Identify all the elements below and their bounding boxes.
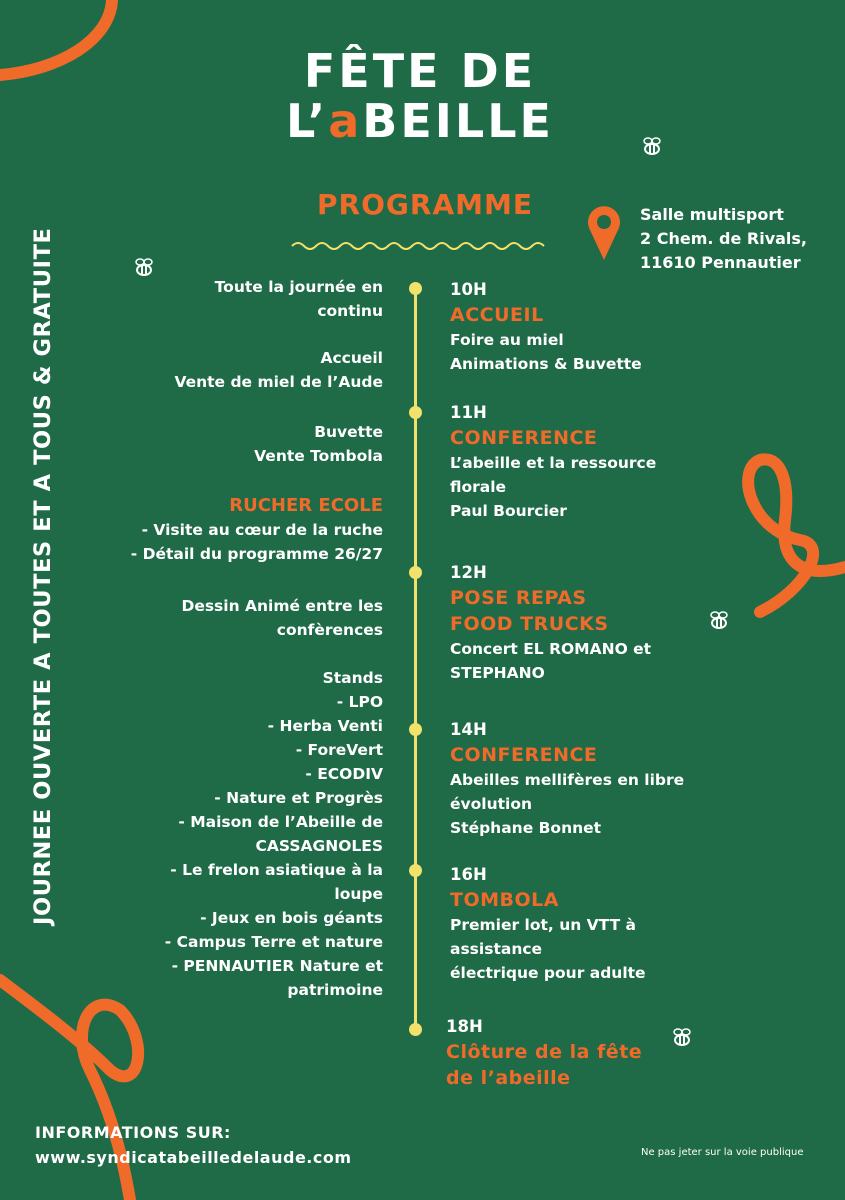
title-line-2 <box>230 96 610 146</box>
stand-item: - Herba Venti <box>267 717 383 735</box>
timeline-dot <box>409 864 422 877</box>
schedule-time: 14H <box>450 720 487 739</box>
left-text: Toute la journée en <box>214 278 383 296</box>
timeline-line <box>414 288 417 1031</box>
left-text: Buvette <box>314 423 383 441</box>
timeline-dot <box>409 282 422 295</box>
schedule-event: Clôture de la fête <box>446 1041 643 1063</box>
left-text: - Visite au cœur de la ruche <box>141 521 383 539</box>
left-text: Vente de miel de l’Aude <box>174 373 383 391</box>
schedule-item <box>450 718 684 840</box>
left-rucher <box>131 494 383 566</box>
stand-item: - Nature et Progrès <box>214 789 383 807</box>
title-accent-letter: a <box>328 94 363 148</box>
schedule-event: CONFERENCE <box>450 427 598 449</box>
schedule-event: TOMBOLA <box>450 889 559 911</box>
schedule-item <box>450 278 642 376</box>
schedule-detail: Paul Bourcier <box>450 502 567 520</box>
schedule-event: ACCUEIL <box>450 304 544 326</box>
left-welcome <box>174 346 383 394</box>
vertical-banner: JOURNEE OUVERTE A TOUTES ET A TOUS & GRATUITE <box>30 227 56 925</box>
address-line: 2 Chem. de Rivals, <box>640 229 807 248</box>
stand-item: - PENNAUTIER Nature et <box>171 957 383 975</box>
bee-icon <box>707 609 731 635</box>
rucher-heading: RUCHER ECOLE <box>229 495 383 516</box>
stand-item: loupe <box>334 885 383 903</box>
timeline-dot <box>409 723 422 736</box>
bee-icon <box>132 256 156 282</box>
stand-item: patrimoine <box>287 981 383 999</box>
left-buvette <box>254 420 383 468</box>
schedule-detail: assistance <box>450 940 543 958</box>
stand-item: - ForeVert <box>295 741 383 759</box>
bee-icon <box>640 135 664 161</box>
stand-item: - Jeux en bois géants <box>200 909 383 927</box>
address-line: Salle multisport <box>640 205 784 224</box>
map-pin-icon <box>586 203 622 265</box>
left-text: Vente Tombola <box>254 447 383 465</box>
schedule-time: 16H <box>450 865 487 884</box>
address-line: 11610 Pennautier <box>640 253 801 272</box>
timeline-dot <box>409 1023 422 1036</box>
left-text: continu <box>317 302 383 320</box>
programme-heading: PROGRAMME <box>317 188 533 221</box>
title-line-1: FÊTE DE <box>303 44 537 98</box>
schedule-event: POSE REPAS <box>450 587 587 609</box>
footer-info <box>35 1120 352 1170</box>
left-text: confèrences <box>276 621 383 639</box>
website-link[interactable]: www.syndicatabeilledelaude.com <box>35 1148 352 1167</box>
info-label: INFORMATIONS SUR: <box>35 1123 231 1142</box>
timeline-dot <box>409 406 422 419</box>
schedule-detail: florale <box>450 478 507 496</box>
stand-item: - Maison de l’Abeille de <box>178 813 383 831</box>
stand-item: - ECODIV <box>305 765 383 783</box>
schedule-detail: Foire au miel <box>450 331 564 349</box>
schedule-detail: électrique pour adulte <box>450 964 646 982</box>
stands-heading: Stands <box>322 669 383 687</box>
schedule-event: FOOD TRUCKS <box>450 613 609 635</box>
schedule-item <box>450 401 656 523</box>
schedule-time: 10H <box>450 280 487 299</box>
schedule-time: 12H <box>450 563 487 582</box>
left-text: Dessin Animé entre les <box>181 597 383 615</box>
poster-title <box>230 46 610 146</box>
left-text: - Détail du programme 26/27 <box>130 545 383 563</box>
left-stands <box>165 666 383 1002</box>
schedule-item <box>450 561 651 685</box>
stand-item: CASSAGNOLES <box>255 837 383 855</box>
footer-note: Ne pas jeter sur la voie publique <box>641 1147 804 1158</box>
schedule-detail: STEPHANO <box>450 664 545 682</box>
schedule-detail: L’abeille et la ressource <box>450 454 657 472</box>
schedule-detail: évolution <box>450 795 533 813</box>
schedule-detail: Animations & Buvette <box>450 355 642 373</box>
left-text: Accueil <box>320 349 383 367</box>
left-all-day <box>215 275 383 323</box>
schedule-detail: Abeilles mellifères en libre <box>450 771 685 789</box>
schedule-time: 11H <box>450 403 487 422</box>
schedule-detail: Premier lot, un VTT à <box>450 916 637 934</box>
bee-icon <box>670 1026 694 1052</box>
title-rest: BEILLE <box>362 94 554 148</box>
schedule-event: CONFERENCE <box>450 744 598 766</box>
schedule-item <box>446 1015 642 1091</box>
schedule-item <box>450 863 646 985</box>
title-prefix: L’ <box>286 94 329 148</box>
left-cartoon <box>181 594 383 642</box>
timeline-dot <box>409 566 422 579</box>
schedule-detail: Stéphane Bonnet <box>450 819 602 837</box>
stand-item: - LPO <box>336 693 383 711</box>
stand-item: - Campus Terre et nature <box>164 933 383 951</box>
stand-item: - Le frelon asiatique à la <box>170 861 383 879</box>
schedule-time: 18H <box>446 1017 483 1036</box>
location-address <box>640 203 807 275</box>
schedule-event: de l’abeille <box>446 1067 571 1089</box>
schedule-detail: Concert EL ROMANO et <box>450 640 652 658</box>
